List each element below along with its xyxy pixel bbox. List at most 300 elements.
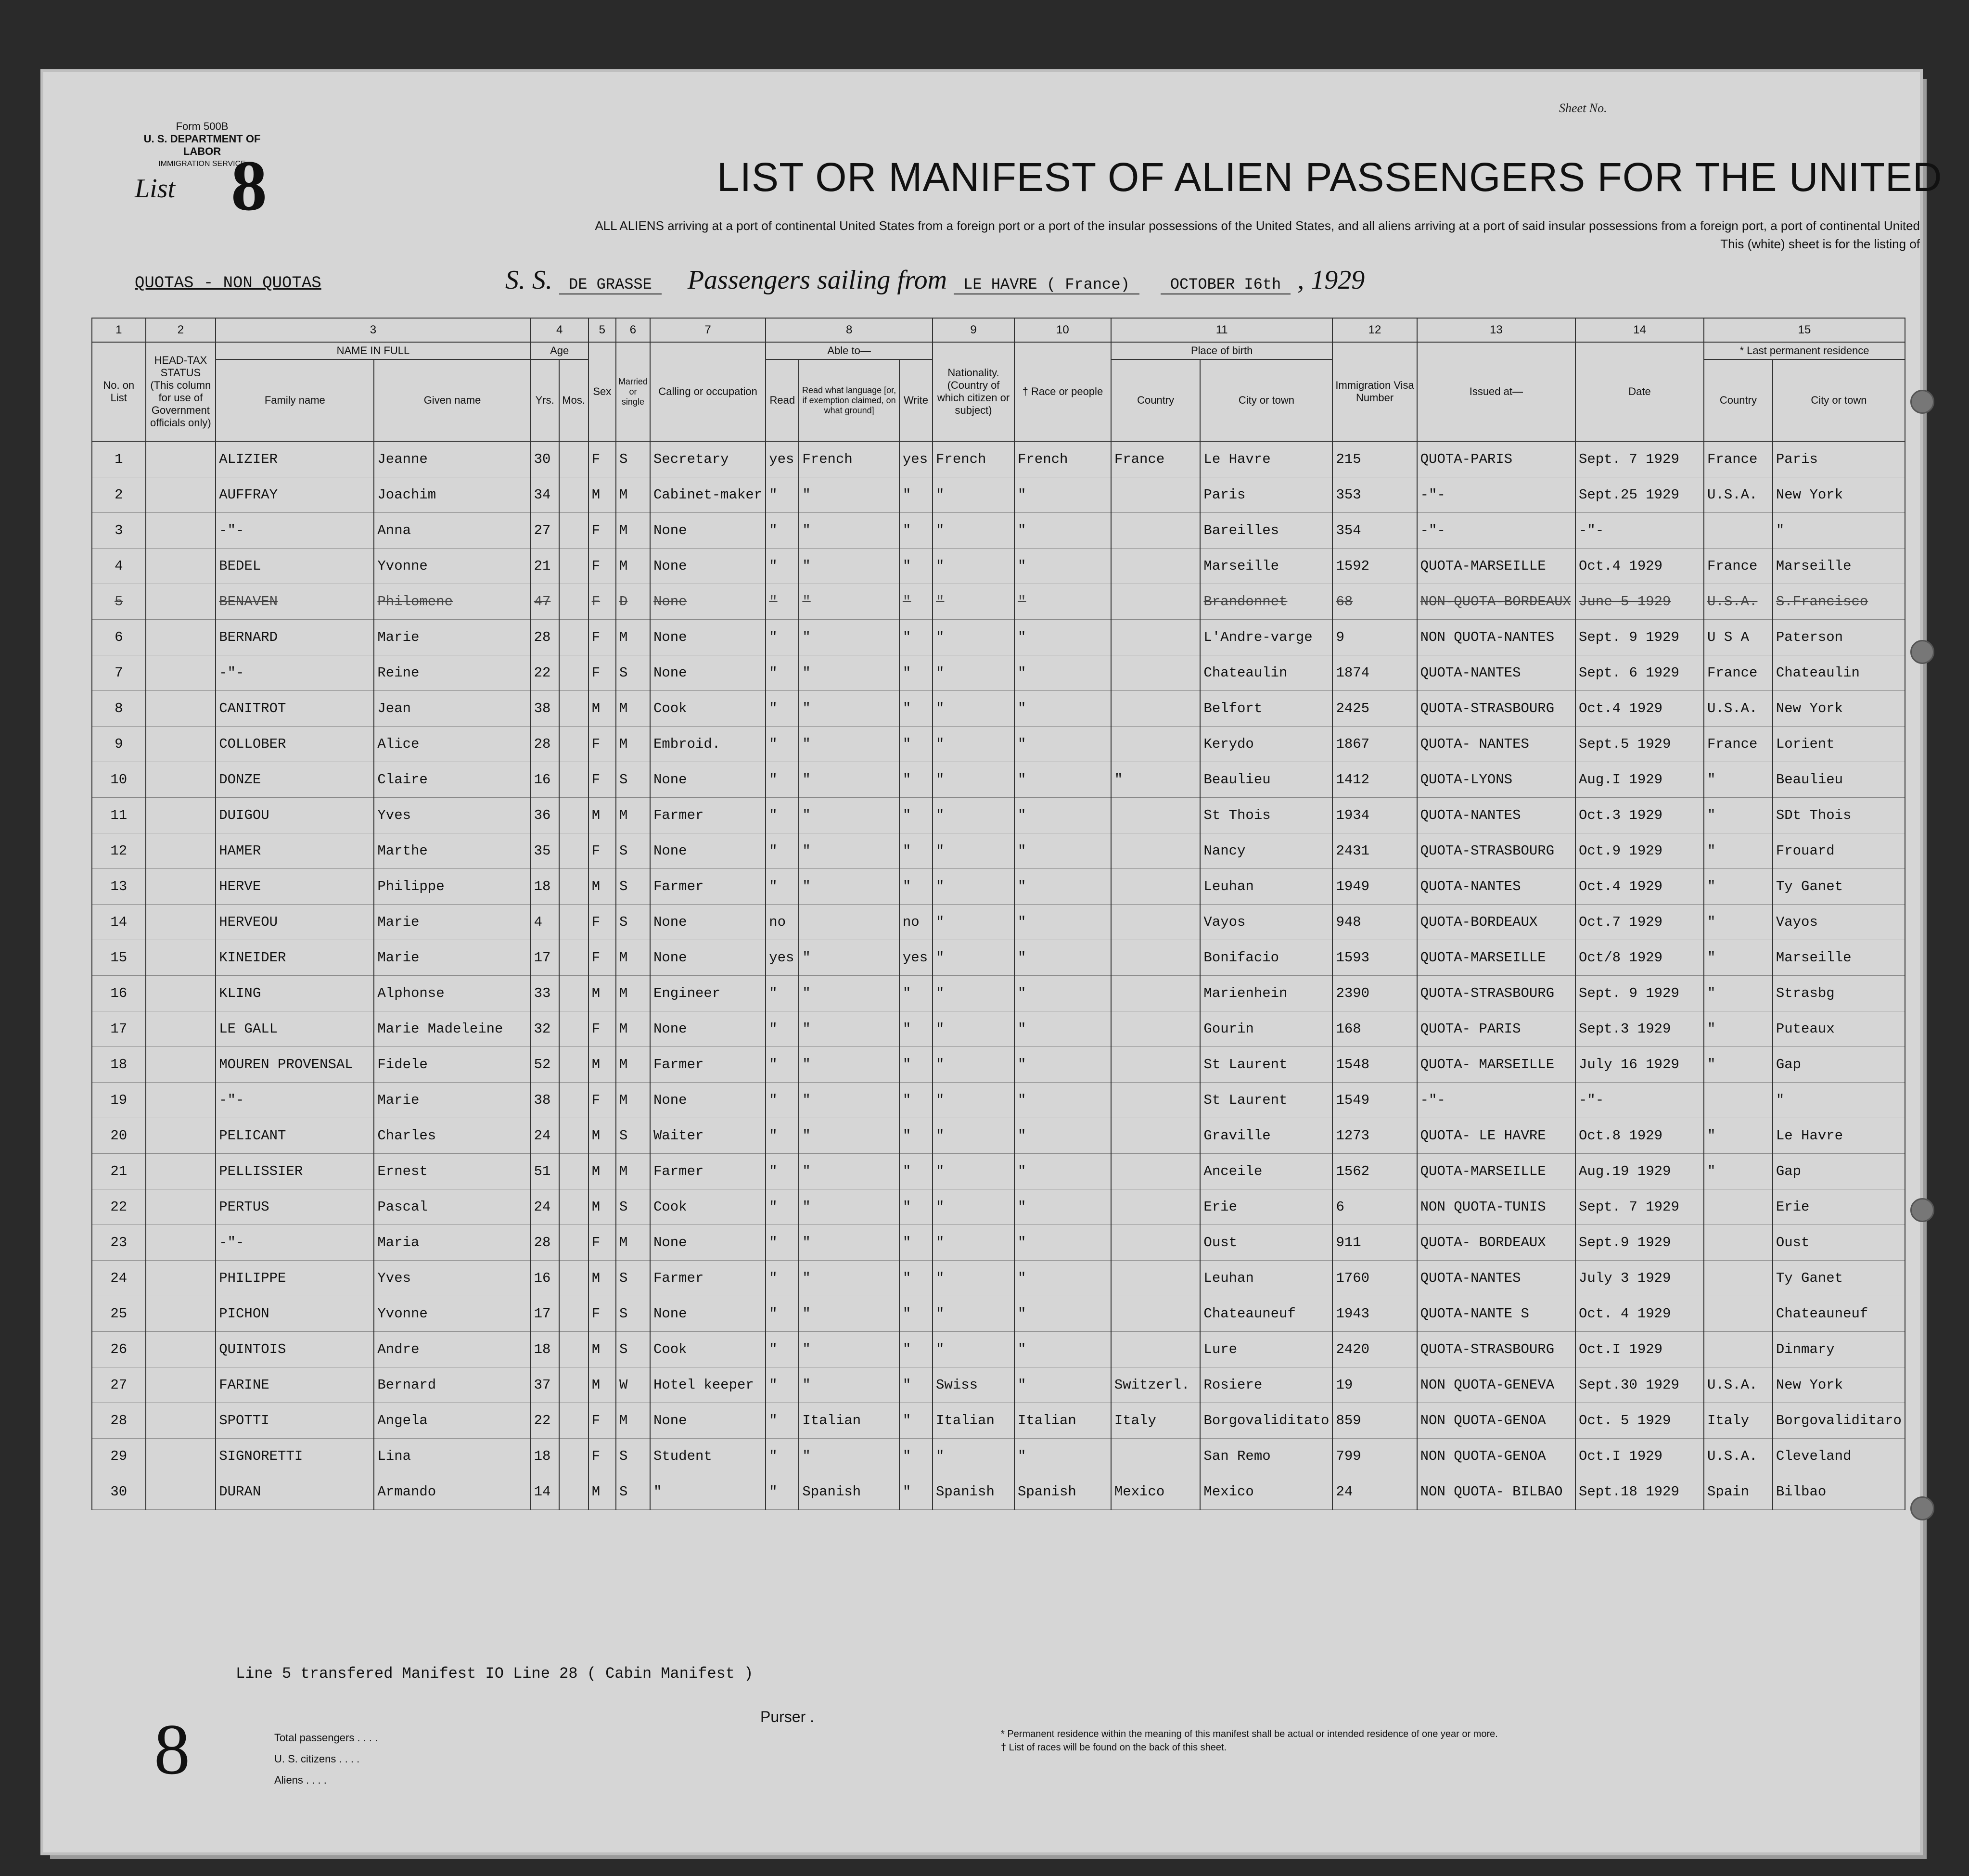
cell-married: S — [616, 1332, 650, 1367]
cell-months — [559, 762, 588, 798]
cell-write: " — [899, 1261, 933, 1296]
cell-birth-city: Gourin — [1200, 1011, 1332, 1047]
cell-res-city: Paris — [1773, 441, 1905, 477]
cell-family: PELICANT — [216, 1118, 374, 1154]
cell-issued: QUOTA- BORDEAUX — [1417, 1225, 1575, 1261]
cell-read: " — [766, 798, 799, 833]
cell-read: " — [766, 1296, 799, 1332]
table-row — [92, 441, 1905, 477]
cell-head-tax — [146, 1367, 216, 1403]
cell-family: DUIGOU — [216, 798, 374, 833]
cell-visa: 2420 — [1332, 1332, 1417, 1367]
cell-head-tax — [146, 1332, 216, 1367]
cell-sex: M — [588, 477, 616, 513]
cell-birth-city: Graville — [1200, 1118, 1332, 1154]
cell-head-tax — [146, 798, 216, 833]
sheet-number-handwritten: 8 — [154, 1710, 190, 1789]
table-row — [92, 1189, 1905, 1225]
cell-family: -"- — [216, 1083, 374, 1118]
cell-res-city: Ty Ganet — [1773, 869, 1905, 905]
cell-res-city: S.Francisco — [1773, 584, 1905, 620]
cell-birth-city: Paris — [1200, 477, 1332, 513]
cell-language: " — [799, 1189, 899, 1225]
cell-birth-country — [1111, 940, 1201, 976]
cell-age: 34 — [531, 477, 559, 513]
cell-issued: QUOTA- PARIS — [1417, 1011, 1575, 1047]
cell-write: " — [899, 727, 933, 762]
cell-occupation: None — [650, 620, 766, 655]
cell-months — [559, 584, 588, 620]
cell-res-city: Beaulieu — [1773, 762, 1905, 798]
cell-read: " — [766, 1261, 799, 1296]
cell-visa-date: Sept. 7 1929 — [1575, 441, 1704, 477]
cell-visa: 1760 — [1332, 1261, 1417, 1296]
cell-sex: M — [588, 1189, 616, 1225]
cell-sex: M — [588, 1367, 616, 1403]
manifest-body — [92, 441, 1905, 1510]
footnotes — [1001, 1727, 1498, 1754]
cell-write: " — [899, 1189, 933, 1225]
cell-given: Alice — [374, 727, 530, 762]
purser-label: Purser . — [760, 1708, 815, 1725]
cell-visa: 24 — [1332, 1474, 1417, 1510]
cell-issued: NON QUOTA-GENEVA — [1417, 1367, 1575, 1403]
cell-issued: QUOTA-LYONS — [1417, 762, 1575, 798]
cell-issued: NON QUOTA-GENOA — [1417, 1439, 1575, 1474]
cell-res-country: " — [1704, 940, 1773, 976]
cell-issued: -"- — [1417, 513, 1575, 549]
cell-months — [559, 1118, 588, 1154]
cell-res-country — [1704, 1296, 1773, 1332]
cell-read: " — [766, 1189, 799, 1225]
colnum: 9 — [933, 318, 1014, 342]
cell-res-country: " — [1704, 798, 1773, 833]
cell-race: " — [1014, 620, 1111, 655]
table-row — [92, 1367, 1905, 1403]
cell-nationality: Spanish — [933, 1474, 1014, 1510]
cell-family: QUINTOIS — [216, 1332, 374, 1367]
cell-res-country: " — [1704, 1011, 1773, 1047]
cell-issued: -"- — [1417, 1083, 1575, 1118]
cell-married: M — [616, 513, 650, 549]
cell-head-tax — [146, 584, 216, 620]
department: U. S. DEPARTMENT OF LABOR — [143, 133, 261, 157]
cell-visa-date: Sept.9 1929 — [1575, 1225, 1704, 1261]
cell-language: " — [799, 655, 899, 691]
header-family: Family name — [216, 359, 374, 441]
cell-sex: F — [588, 905, 616, 940]
cell-visa: 19 — [1332, 1367, 1417, 1403]
cell-write: " — [899, 762, 933, 798]
cell-read: " — [766, 513, 799, 549]
cell-birth-country: " — [1111, 762, 1201, 798]
cell-no: 21 — [92, 1154, 146, 1189]
cell-issued: QUOTA- LE HAVRE — [1417, 1118, 1575, 1154]
cell-res-country: France — [1704, 727, 1773, 762]
cell-language: " — [799, 1296, 899, 1332]
cell-res-city: New York — [1773, 691, 1905, 727]
intro-text — [409, 217, 1920, 253]
cell-visa: 1949 — [1332, 869, 1417, 905]
cell-res-city: Lorient — [1773, 727, 1905, 762]
cell-write: " — [899, 477, 933, 513]
cell-no: 26 — [92, 1332, 146, 1367]
cell-res-country: " — [1704, 976, 1773, 1011]
cell-issued: NON QUOTA-NANTES — [1417, 620, 1575, 655]
cell-family: FARINE — [216, 1367, 374, 1403]
cell-married: S — [616, 1474, 650, 1510]
cell-occupation: Farmer — [650, 798, 766, 833]
table-row — [92, 1154, 1905, 1189]
cell-age: 18 — [531, 869, 559, 905]
cell-issued: QUOTA-STRASBOURG — [1417, 976, 1575, 1011]
colnum: 1 — [92, 318, 146, 342]
header-mos: Mos. — [559, 359, 588, 441]
cell-res-city: Gap — [1773, 1154, 1905, 1189]
cell-family: BENAVEN — [216, 584, 374, 620]
cell-visa-date: Sept. 9 1929 — [1575, 620, 1704, 655]
cell-language: " — [799, 513, 899, 549]
cell-family: SIGNORETTI — [216, 1439, 374, 1474]
table-row — [92, 1332, 1905, 1367]
ship-name: DE GRASSE — [559, 276, 662, 294]
cell-occupation: None — [650, 1083, 766, 1118]
table-row — [92, 1118, 1905, 1154]
cell-race: " — [1014, 1296, 1111, 1332]
cell-res-country: France — [1704, 441, 1773, 477]
cell-issued: QUOTA-STRASBOURG — [1417, 833, 1575, 869]
cell-head-tax — [146, 1047, 216, 1083]
cell-birth-city: Rosiere — [1200, 1367, 1332, 1403]
cell-married: M — [616, 1403, 650, 1439]
cell-visa: 1867 — [1332, 727, 1417, 762]
cell-write: " — [899, 869, 933, 905]
cell-married: M — [616, 976, 650, 1011]
cell-occupation: Hotel keeper — [650, 1367, 766, 1403]
table-row — [92, 691, 1905, 727]
cell-birth-city: Marienhein — [1200, 976, 1332, 1011]
total-passengers-label: Total passengers . . . . — [274, 1732, 378, 1744]
cell-visa: 1548 — [1332, 1047, 1417, 1083]
cell-sex: F — [588, 584, 616, 620]
cell-head-tax — [146, 1118, 216, 1154]
header-date: Date — [1575, 342, 1704, 441]
cell-birth-city: Anceile — [1200, 1154, 1332, 1189]
cell-write: " — [899, 1332, 933, 1367]
cell-birth-country — [1111, 1261, 1201, 1296]
departure-port: LE HAVRE ( France) — [954, 276, 1139, 294]
cell-months — [559, 549, 588, 584]
cell-given: Fidele — [374, 1047, 530, 1083]
cell-sex: F — [588, 940, 616, 976]
cell-occupation: None — [650, 513, 766, 549]
colnum: 10 — [1014, 318, 1111, 342]
table-row — [92, 905, 1905, 940]
cell-married: S — [616, 655, 650, 691]
cell-family: PELLISSIER — [216, 1154, 374, 1189]
cell-no: 4 — [92, 549, 146, 584]
cell-sex: F — [588, 655, 616, 691]
cell-family: PERTUS — [216, 1189, 374, 1225]
cell-birth-country — [1111, 727, 1201, 762]
cell-visa-date: Oct.4 1929 — [1575, 549, 1704, 584]
cell-birth-country: Italy — [1111, 1403, 1201, 1439]
table-row — [92, 655, 1905, 691]
cell-head-tax — [146, 477, 216, 513]
cell-given: Yves — [374, 798, 530, 833]
cell-family: BEDEL — [216, 549, 374, 584]
cell-sex: F — [588, 1403, 616, 1439]
cell-read: " — [766, 584, 799, 620]
cell-married: M — [616, 620, 650, 655]
cell-no: 5 — [92, 584, 146, 620]
header-calling: Calling or occupation — [650, 342, 766, 441]
cell-family: AUFFRAY — [216, 477, 374, 513]
cell-no: 25 — [92, 1296, 146, 1332]
cell-visa-date: Sept. 6 1929 — [1575, 655, 1704, 691]
header-nationality: Nationality. (Country of which citizen or subject) — [933, 342, 1014, 441]
cell-nationality: " — [933, 905, 1014, 940]
cell-no: 10 — [92, 762, 146, 798]
colnum: 4 — [531, 318, 588, 342]
cell-visa: 948 — [1332, 905, 1417, 940]
cell-family: DURAN — [216, 1474, 374, 1510]
cell-res-city: Strasbg — [1773, 976, 1905, 1011]
cell-given: Yvonne — [374, 549, 530, 584]
header-name: NAME IN FULL — [216, 342, 530, 359]
list-number: 8 — [231, 146, 267, 226]
cell-write: " — [899, 1047, 933, 1083]
cell-read: " — [766, 1367, 799, 1403]
cell-birth-country — [1111, 1296, 1201, 1332]
cell-issued: QUOTA-BORDEAUX — [1417, 905, 1575, 940]
cell-given: Reine — [374, 655, 530, 691]
totals-block — [274, 1727, 378, 1791]
cell-race: " — [1014, 869, 1111, 905]
cell-sex: F — [588, 513, 616, 549]
table-row — [92, 762, 1905, 798]
ss-label: S. S. — [505, 265, 552, 295]
cell-nationality: " — [933, 833, 1014, 869]
cell-visa: 215 — [1332, 441, 1417, 477]
cell-birth-country — [1111, 1011, 1201, 1047]
cell-write: " — [899, 1367, 933, 1403]
cell-months — [559, 1403, 588, 1439]
cell-head-tax — [146, 1154, 216, 1189]
cell-birth-country — [1111, 1047, 1201, 1083]
cell-visa: 1934 — [1332, 798, 1417, 833]
cell-visa-date: Oct.3 1929 — [1575, 798, 1704, 833]
cell-given: Yvonne — [374, 1296, 530, 1332]
cell-months — [559, 727, 588, 762]
cell-nationality: " — [933, 1047, 1014, 1083]
cell-language: " — [799, 976, 899, 1011]
colnum: 7 — [650, 318, 766, 342]
cell-no: 11 — [92, 798, 146, 833]
cell-occupation: Cook — [650, 1332, 766, 1367]
cell-birth-country — [1111, 869, 1201, 905]
cell-given: Ernest — [374, 1154, 530, 1189]
cell-res-city: Dinmary — [1773, 1332, 1905, 1367]
cell-issued: NON-QUOTA-BORDEAUX — [1417, 584, 1575, 620]
cell-head-tax — [146, 1261, 216, 1296]
cell-issued: QUOTA-STRASBOURG — [1417, 691, 1575, 727]
cell-birth-country — [1111, 477, 1201, 513]
cell-visa: 1562 — [1332, 1154, 1417, 1189]
cell-language: " — [799, 1047, 899, 1083]
cell-occupation: Farmer — [650, 1154, 766, 1189]
cell-nationality: " — [933, 940, 1014, 976]
cell-write: " — [899, 1154, 933, 1189]
cell-race: " — [1014, 1332, 1111, 1367]
cell-visa-date: Oct.4 1929 — [1575, 691, 1704, 727]
table-row — [92, 869, 1905, 905]
header-given: Given name — [374, 359, 530, 441]
colnum: 13 — [1417, 318, 1575, 342]
cell-res-country — [1704, 1261, 1773, 1296]
header-residence: * Last permanent residence — [1704, 342, 1905, 359]
cell-res-country: U.S.A. — [1704, 1367, 1773, 1403]
cell-res-city: Cleveland — [1773, 1439, 1905, 1474]
cell-res-country: " — [1704, 1154, 1773, 1189]
cell-res-city: Oust — [1773, 1225, 1905, 1261]
cell-visa-date: Aug.19 1929 — [1575, 1154, 1704, 1189]
cell-race: " — [1014, 1011, 1111, 1047]
cell-age: 22 — [531, 1403, 559, 1439]
cell-nationality: " — [933, 513, 1014, 549]
cell-birth-city: Marseille — [1200, 549, 1332, 584]
cell-married: S — [616, 1261, 650, 1296]
cell-res-city: Gap — [1773, 1047, 1905, 1083]
cell-sex: M — [588, 1047, 616, 1083]
cell-head-tax — [146, 1296, 216, 1332]
cell-language: " — [799, 1439, 899, 1474]
cell-visa-date: -"- — [1575, 513, 1704, 549]
colnum: 6 — [616, 318, 650, 342]
cell-months — [559, 1083, 588, 1118]
cell-nationality: " — [933, 1332, 1014, 1367]
cell-occupation: None — [650, 1011, 766, 1047]
cell-sex: M — [588, 691, 616, 727]
cell-race: " — [1014, 691, 1111, 727]
cell-occupation: None — [650, 549, 766, 584]
cell-birth-country: Switzerl. — [1111, 1367, 1201, 1403]
cell-occupation: None — [650, 905, 766, 940]
cell-married: M — [616, 1154, 650, 1189]
cell-race: " — [1014, 976, 1111, 1011]
cell-res-country: " — [1704, 1118, 1773, 1154]
cell-no: 12 — [92, 833, 146, 869]
cell-visa: 353 — [1332, 477, 1417, 513]
cell-race: " — [1014, 940, 1111, 976]
table-row — [92, 1439, 1905, 1474]
cell-visa: 2390 — [1332, 976, 1417, 1011]
cell-nationality: " — [933, 1118, 1014, 1154]
cell-visa: 6 — [1332, 1189, 1417, 1225]
cell-visa-date: June 5 1929 — [1575, 584, 1704, 620]
cell-visa-date: Oct.8 1929 — [1575, 1118, 1704, 1154]
cell-res-city: New York — [1773, 1367, 1905, 1403]
cell-read: " — [766, 655, 799, 691]
cell-visa: 1593 — [1332, 940, 1417, 976]
cell-no: 8 — [92, 691, 146, 727]
cell-birth-country — [1111, 584, 1201, 620]
cell-birth-country — [1111, 1439, 1201, 1474]
cell-visa: 911 — [1332, 1225, 1417, 1261]
cell-visa: 1412 — [1332, 762, 1417, 798]
cell-visa-date: July 16 1929 — [1575, 1047, 1704, 1083]
cell-occupation: Cook — [650, 691, 766, 727]
cell-race: " — [1014, 584, 1111, 620]
table-row — [92, 477, 1905, 513]
cell-sex: F — [588, 727, 616, 762]
punch-hole — [1910, 640, 1934, 664]
cell-race: " — [1014, 1047, 1111, 1083]
cell-birth-city: Bareilles — [1200, 513, 1332, 549]
cell-visa: 799 — [1332, 1439, 1417, 1474]
cell-family: KLING — [216, 976, 374, 1011]
cell-birth-city: Erie — [1200, 1189, 1332, 1225]
cell-write: yes — [899, 940, 933, 976]
cell-months — [559, 1154, 588, 1189]
cell-write: " — [899, 1474, 933, 1510]
cell-nationality: " — [933, 1296, 1014, 1332]
cell-visa-date: Sept.25 1929 — [1575, 477, 1704, 513]
cell-language: " — [799, 1011, 899, 1047]
cell-age: 38 — [531, 691, 559, 727]
cell-read: " — [766, 620, 799, 655]
cell-head-tax — [146, 727, 216, 762]
cell-family: SPOTTI — [216, 1403, 374, 1439]
cell-birth-city: Chateauneuf — [1200, 1296, 1332, 1332]
cell-race: " — [1014, 762, 1111, 798]
page-title: LIST OR MANIFEST OF ALIEN PASSENGERS FOR THE UNITED — [717, 154, 1943, 200]
header-birth: Place of birth — [1111, 342, 1333, 359]
cell-res-city: Marseille — [1773, 940, 1905, 976]
cell-read: no — [766, 905, 799, 940]
cell-write: " — [899, 691, 933, 727]
cell-read: " — [766, 1403, 799, 1439]
cell-res-country: U.S.A. — [1704, 691, 1773, 727]
cell-occupation: None — [650, 1225, 766, 1261]
cell-given: Marie — [374, 620, 530, 655]
cell-res-city: Chateaulin — [1773, 655, 1905, 691]
cell-birth-country — [1111, 549, 1201, 584]
cell-read: " — [766, 691, 799, 727]
header-visa: Immigration Visa Number — [1332, 342, 1417, 441]
cell-head-tax — [146, 976, 216, 1011]
cell-nationality: " — [933, 477, 1014, 513]
cell-language: " — [799, 1118, 899, 1154]
cell-head-tax — [146, 869, 216, 905]
cell-issued: QUOTA-PARIS — [1417, 441, 1575, 477]
cell-nationality: Swiss — [933, 1367, 1014, 1403]
cell-write: " — [899, 620, 933, 655]
cell-age: 18 — [531, 1332, 559, 1367]
table-row — [92, 1047, 1905, 1083]
cell-language: " — [799, 940, 899, 976]
cell-head-tax — [146, 691, 216, 727]
cell-occupation: None — [650, 655, 766, 691]
cell-res-country — [1704, 1225, 1773, 1261]
cell-visa-date: Sept.30 1929 — [1575, 1367, 1704, 1403]
cell-res-country: France — [1704, 549, 1773, 584]
cell-read: " — [766, 833, 799, 869]
cell-birth-city: Leuhan — [1200, 869, 1332, 905]
cell-age: 37 — [531, 1367, 559, 1403]
cell-nationality: " — [933, 691, 1014, 727]
cell-sex: F — [588, 1011, 616, 1047]
